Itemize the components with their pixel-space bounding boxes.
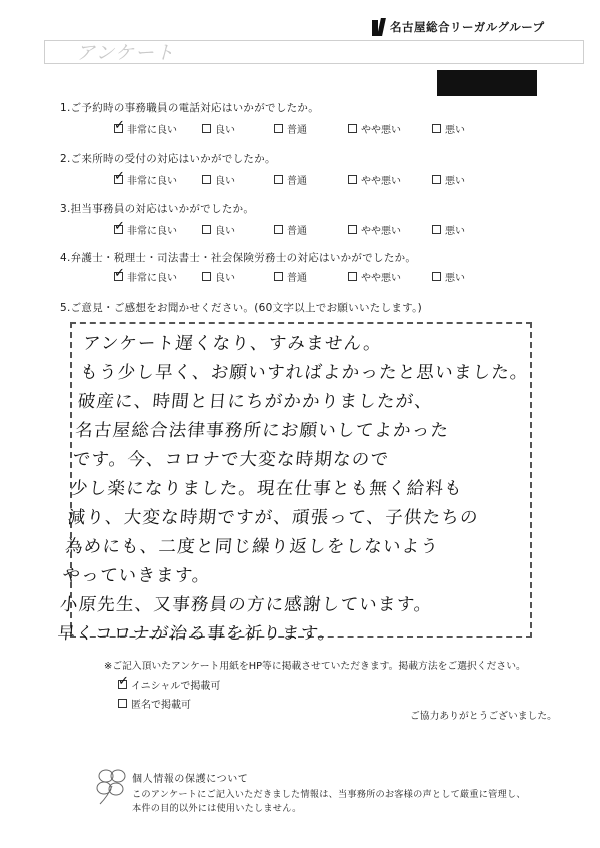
checkbox-checked-icon[interactable] [118,680,127,689]
q4-option-somewhat-bad[interactable]: やや悪い [348,269,432,284]
checkbox-icon[interactable] [348,272,357,281]
publication-note: ※ご記入頂いたアンケート用紙をHP等に掲載させていただきます。掲載方法をご選択ください。 [104,661,526,672]
question-3-options [114,222,465,237]
checkbox-icon[interactable] [274,272,283,281]
q2-option-bad[interactable]: 悪い [432,172,465,187]
q3-option-average[interactable]: 普通 [274,222,348,237]
q4-option-average[interactable]: 普通 [274,269,348,284]
checkbox-checked-icon[interactable] [114,175,123,184]
privacy-text-line: 本件の目的以外には使用いたしません。 [132,803,302,814]
comment-line: 為めにも、二度と同じ繰り返しをしないよう [64,537,440,557]
handwritten-comment [56,330,534,649]
question-4: 4.弁護士・税理士・司法書士・社会保険労務士の対応はいかがでしたか。 [60,252,417,264]
brand-header [372,18,545,36]
question-5: 5.ご意見・ご感想をお聞かせください。(60文字以上でお願いいたします。) [60,302,423,314]
checkbox-icon[interactable] [432,272,441,281]
comment-line: やっていきます。 [61,566,212,586]
privacy-title: 個人情報の保護について [132,774,249,785]
q3-option-very-good[interactable]: ✓ 非常に良い [114,222,202,237]
comment-line: 小原先生、又事務員の方に感謝しています。 [59,595,434,615]
checkbox-icon[interactable] [202,272,211,281]
q3-option-somewhat-bad[interactable]: やや悪い [348,222,432,237]
privacy-text-line: このアンケートにご記入いただきました情報は、当事務所のお客様の声として厳重に管理し、 [132,789,526,800]
comment-line: もう少し早く、お願いすればよかったと思いました。 [79,363,530,383]
publish-anonymous-option[interactable]: 匿名で掲載可 [118,696,191,711]
comment-line: 少し楽になりました。現在仕事とも無く給料も [69,479,464,499]
q1-option-very-good[interactable]: ✓ 非常に良い [114,121,202,136]
comment-line: 減り、大変な時期ですが、頑張って、子供たちの [66,508,480,528]
checkbox-icon[interactable] [274,225,283,234]
checkbox-icon[interactable] [348,225,357,234]
comment-line: 名古屋総合法律事務所にお願いしてよかった [74,421,451,441]
checkbox-icon[interactable] [348,175,357,184]
publish-initials-option[interactable]: ✓ イニシャルで掲載可 [118,677,220,692]
q2-option-average[interactable]: 普通 [274,172,348,187]
checkbox-checked-icon[interactable] [114,225,123,234]
checkbox-icon[interactable] [432,124,441,133]
q1-option-somewhat-bad[interactable]: やや悪い [348,121,432,136]
clover-icon [92,764,132,808]
thanks-message: ご協力ありがとうございました。 [410,711,557,722]
q2-option-good[interactable]: 良い [202,172,274,187]
checkbox-icon[interactable] [118,699,127,708]
question-4-options [114,269,465,284]
q1-option-average[interactable]: 普通 [274,121,348,136]
comment-line: アンケート遅くなり、すみません。 [81,334,383,354]
form-title: アンケート [76,42,175,64]
brand-name: 名古屋総合リーガルグループ [390,20,545,34]
checkbox-checked-icon[interactable] [114,272,123,281]
q3-option-good[interactable]: 良い [202,222,274,237]
q4-option-bad[interactable]: 悪い [432,269,465,284]
checkbox-icon[interactable] [348,124,357,133]
q4-option-good[interactable]: 良い [202,269,274,284]
question-2: 2.ご来所時の受付の対応はいかがでしたか。 [60,153,276,165]
checkbox-icon[interactable] [274,124,283,133]
brand-logo-icon [372,18,386,36]
question-1-options [114,121,465,136]
comment-line: 破産に、時間と日にちがかかりましたが、 [76,392,434,412]
q4-option-very-good[interactable]: ✓ 非常に良い [114,269,202,284]
question-3: 3.担当事務員の対応はいかがでしたか。 [60,203,255,215]
q3-option-bad[interactable]: 悪い [432,222,465,237]
comment-line: です。今、コロナで大変な時期なので [71,450,391,470]
q1-option-good[interactable]: 良い [202,121,274,136]
question-1: 1.ご予約時の事務職員の電話対応はいかがでしたか。 [60,102,320,114]
q2-option-very-good[interactable]: ✓ 非常に良い [114,172,202,187]
q1-option-bad[interactable]: 悪い [432,121,465,136]
checkbox-checked-icon[interactable] [114,124,123,133]
checkbox-icon[interactable] [202,225,211,234]
checkbox-icon[interactable] [432,225,441,234]
question-2-options [114,172,465,187]
checkbox-icon[interactable] [202,175,211,184]
checkbox-icon[interactable] [274,175,283,184]
checkbox-icon[interactable] [202,124,211,133]
q2-option-somewhat-bad[interactable]: やや悪い [348,172,432,187]
redacted-name-box [437,70,537,96]
comment-line: 早くコロナが治る事を祈ります。 [56,624,338,644]
checkbox-icon[interactable] [432,175,441,184]
